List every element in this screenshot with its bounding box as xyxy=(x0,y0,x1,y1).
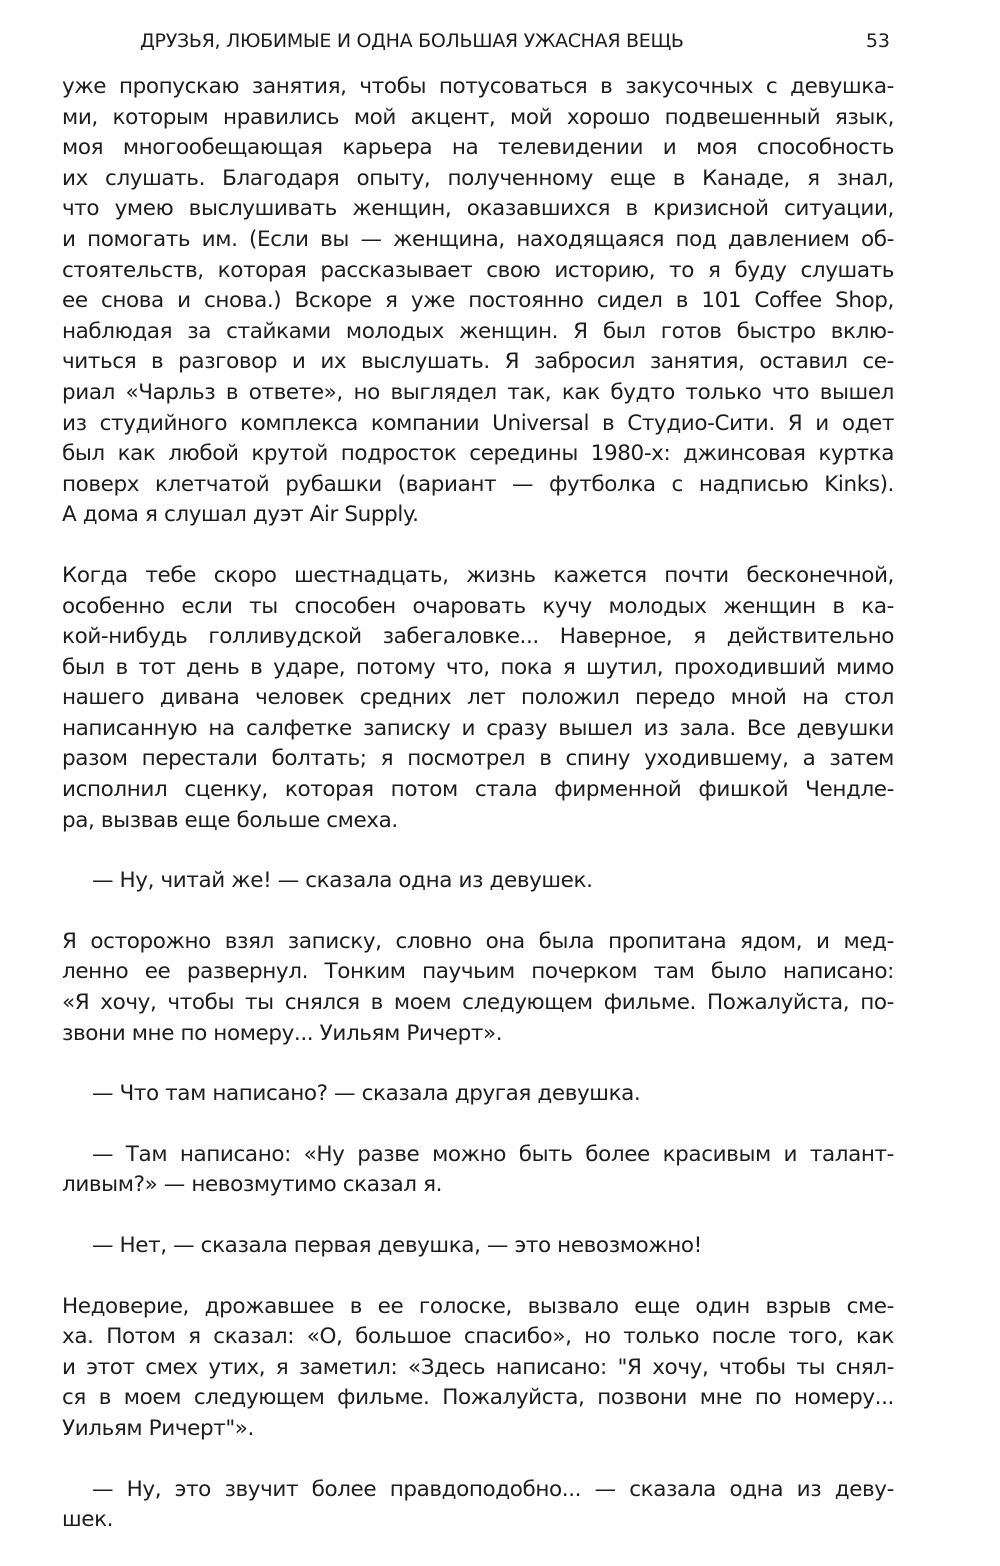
text-line: ее снова и снова.) Вскоре я уже постоянно сидел в 101 Coffee Shop, xyxy=(62,288,894,314)
text-line: уже пропускаю занятия, чтобы потусоваться в закусочных с девушка- xyxy=(62,74,894,99)
running-title: ДРУЗЬЯ, ЛЮБИМЫЕ И ОДНА БОЛЬШАЯ УЖАСНАЯ ВЕЩЬ xyxy=(140,30,684,52)
text-line: моя многообещающая карьера на телевидении и моя способность xyxy=(62,135,894,161)
text-line: «Я хочу, чтобы ты снялся в моем следующем фильме. Пожалуйста, по- xyxy=(62,990,894,1016)
text-line: исполнил сценку, которая потом стала фирменной фишкой Чендле- xyxy=(62,777,894,803)
dialogue-line xyxy=(62,866,894,897)
text-line: ми, которым нравились мой акцент, мой хорошо подвешенный язык, xyxy=(62,104,894,130)
text-line: нашего дивана человек средних лет положил передо мной на стол xyxy=(62,685,894,711)
dialogue-line xyxy=(62,1231,894,1262)
body-text xyxy=(62,72,894,1566)
paragraph xyxy=(62,927,894,1049)
text-line: — Ну, это звучит более правдоподобно... — сказала одна из деву- xyxy=(92,1476,894,1502)
text-line: — Ну, читай же! — сказала одна из девушек. xyxy=(92,868,593,894)
text-line: ливым?» — невозмутимо сказал я. xyxy=(62,1172,443,1198)
text-line: стоятельств, которая рассказывает свою историю, то я буду слушать xyxy=(62,257,894,283)
text-line: ха. Потом я сказал: «О, большое спасибо», но только после того, как xyxy=(62,1324,894,1350)
dialogue-line xyxy=(62,1079,894,1110)
text-line: Я осторожно взял записку, словно она была пропитана ядом, и мед- xyxy=(62,928,894,954)
text-line: наблюдая за стайками молодых женщин. Я был готов быстро вклю- xyxy=(62,318,894,344)
text-line: ся в моем следующем фильме. Пожалуйста, позвони мне по номеру... xyxy=(62,1385,894,1411)
text-line: звони мне по номеру... Уильям Ричерт». xyxy=(62,1020,503,1046)
page-number: 53 xyxy=(865,30,890,52)
text-line: разом перестали болтать; я посмотрел в спину уходившему, а затем xyxy=(62,746,894,772)
text-line: шек. xyxy=(62,1507,114,1533)
text-line: читься в разговор и их выслушать. Я забросил занятия, оставил се- xyxy=(62,349,894,375)
text-line: и помогать им. (Если вы — женщина, находящаяся под давлением об- xyxy=(62,226,894,252)
text-line: особенно если ты способен очаровать кучу молодых женщин в ка- xyxy=(62,593,894,619)
text-line: был как любой крутой подросток середины 1980-х: джинсовая куртка xyxy=(62,441,894,467)
text-line: Когда тебе скоро шестнадцать, жизнь кажется почти бесконечной, xyxy=(62,562,894,588)
paragraph xyxy=(62,72,894,531)
text-line: — Нет, — сказала первая девушка, — это невозможно! xyxy=(92,1233,702,1258)
text-line: и этот смех утих, я заметил: «Здесь написано: "Я хочу, чтобы ты снял- xyxy=(62,1354,894,1380)
dialogue-line xyxy=(62,1140,894,1201)
text-line: что умею выслушивать женщин, оказавшихся в кризисной ситуации, xyxy=(62,196,894,222)
paragraph xyxy=(62,1292,894,1445)
page-header xyxy=(140,30,890,60)
text-line: был в тот день в ударе, потому что, пока я шутил, проходивший мимо xyxy=(62,654,894,680)
text-line: кой-нибудь голливудской забегаловке... Наверное, я действительно xyxy=(62,624,894,650)
text-line: из студийного комплекса компании Universal в Студио-Сити. Я и одет xyxy=(62,410,894,436)
text-line: Уильям Ричерт"». xyxy=(62,1415,254,1441)
text-line: Недоверие, дрожавшее в ее голоске, вызвало еще один взрыв сме- xyxy=(62,1293,894,1319)
text-line: — Что там написано? — сказала другая девушка. xyxy=(92,1081,641,1107)
text-line: написанную на салфетке записку и сразу вышел из зала. Все девушки xyxy=(62,715,894,741)
text-line: риал «Чарльз в ответе», но выглядел так, как будто только что вышел xyxy=(62,379,894,405)
text-line: А дома я слушал дуэт Air Supply. xyxy=(62,502,419,528)
text-line: поверх клетчатой рубашки (вариант — футболка с надписью Kinks). xyxy=(62,471,894,497)
text-line: ленно ее развернул. Тонким паучьим почерком там было написано: xyxy=(62,959,894,985)
paragraph xyxy=(62,561,894,836)
dialogue-line xyxy=(62,1475,894,1536)
text-line: их слушать. Благодаря опыту, полученному еще в Канаде, я знал, xyxy=(62,165,894,191)
text-line: — Там написано: «Ну разве можно быть более красивым и талант- xyxy=(92,1141,894,1167)
text-line: ра, вызвав еще больше смеха. xyxy=(62,807,398,833)
